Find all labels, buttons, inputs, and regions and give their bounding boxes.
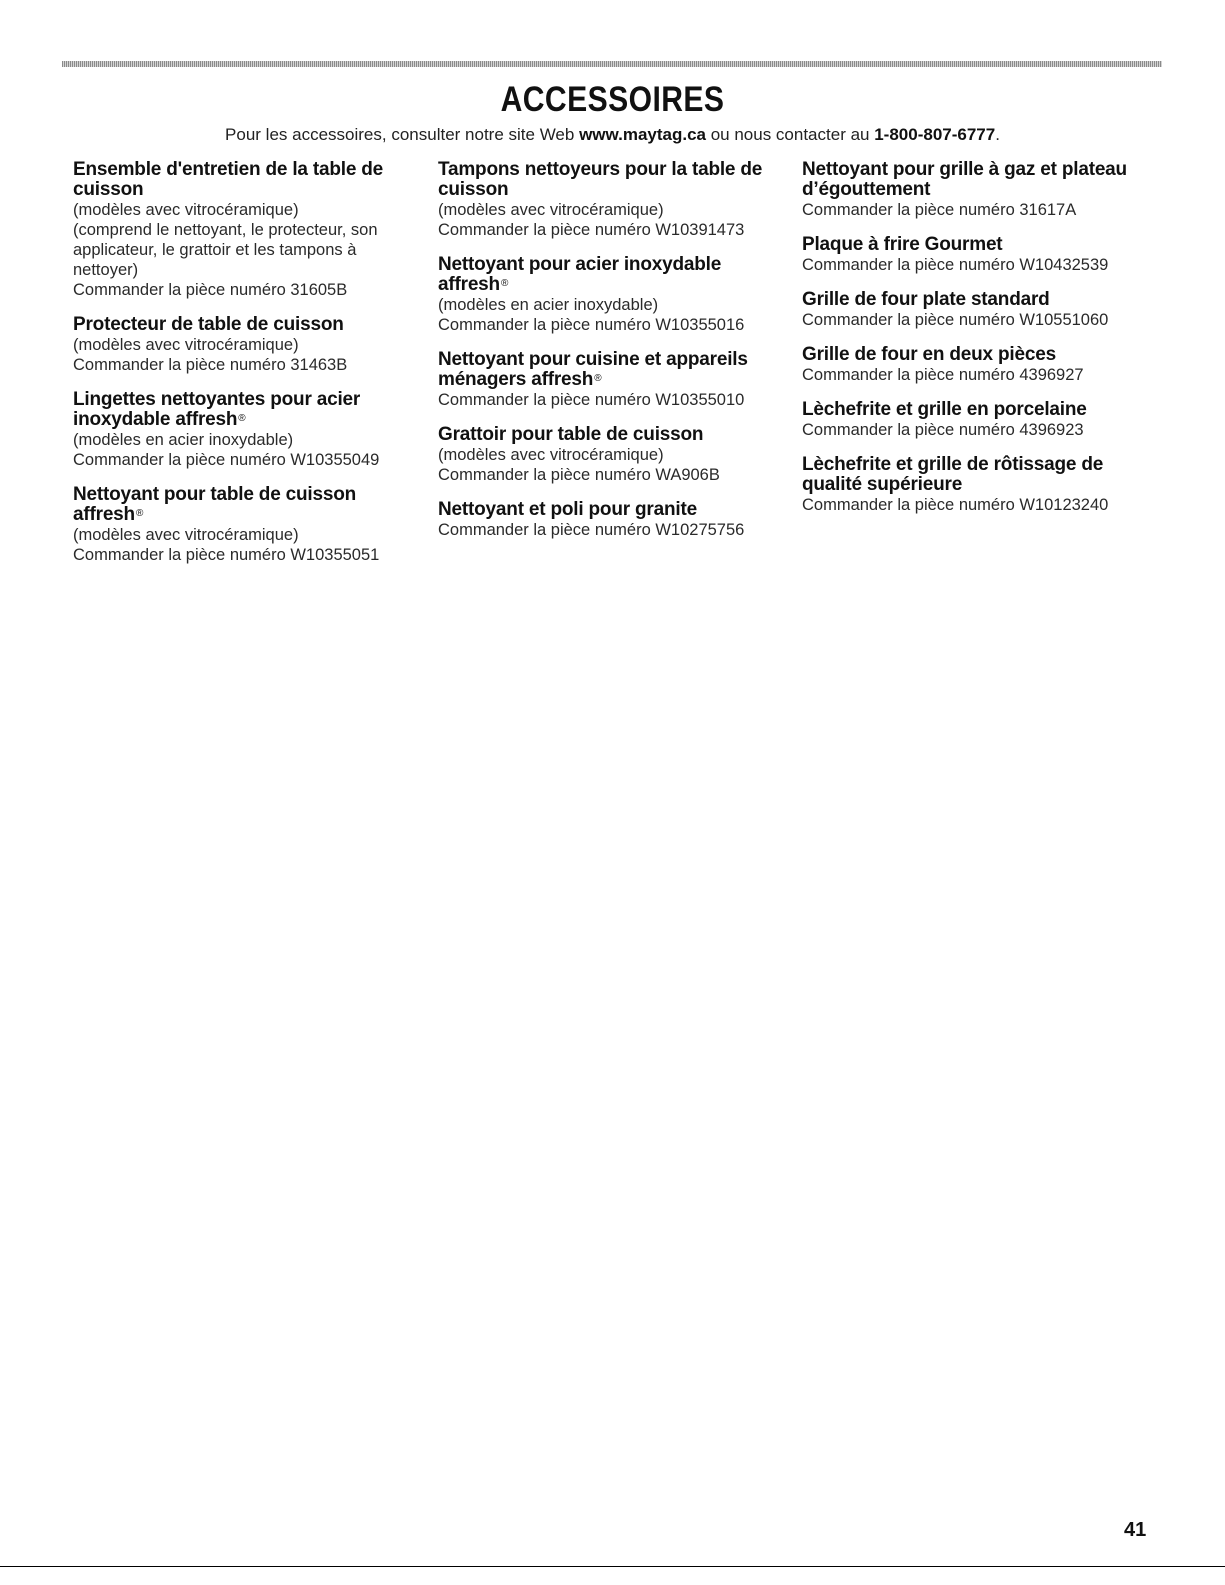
accessory-item [438,425,783,485]
accessory-item [802,455,1147,515]
accessory-detail-line: Commander la pièce numéro WA906B [438,466,720,484]
registered-mark: ® [135,508,144,519]
accessory-item [802,400,1147,440]
accessory-item [438,255,783,335]
accessory-detail-line: Commander la pièce numéro W10355049 [73,451,380,469]
accessory-detail-line: Commander la pièce numéro W10551060 [802,311,1109,329]
accessory-detail-line: (modèles avec vitrocéramique) [438,201,664,219]
accessory-item [802,290,1147,330]
accessory-detail-line: Commander la pièce numéro W10355016 [438,316,745,334]
accessory-title-text: Ensemble d'entretien de la table de cuisson [73,159,384,200]
accessory-title [802,400,1147,420]
accessory-column-2 [438,160,783,555]
intro-prefix: Pour les accessoires, consulter notre site Web [225,125,580,144]
accessory-item [73,390,418,470]
accessory-title-text: Nettoyant pour acier inoxydable affresh [438,254,722,295]
accessory-title [802,290,1147,310]
accessory-title [438,500,783,520]
accessory-detail-line: (modèles en acier inoxydable) [438,296,659,314]
bottom-divider [0,1566,1225,1567]
accessory-title-text: Nettoyant pour table de cuisson affresh [73,484,357,525]
accessory-title-text: Grille de four plate standard [802,289,1050,310]
accessory-title-text: Protecteur de table de cuisson [73,314,344,335]
accessory-item [438,160,783,240]
accessory-detail-line: Commander la pièce numéro 4396927 [802,366,1084,384]
accessory-item [438,350,783,410]
accessory-title [438,160,783,200]
accessory-title [802,160,1147,200]
accessory-item [802,160,1147,220]
accessory-detail-line: (modèles avec vitrocéramique) [73,336,299,354]
phone-number: 1-800-807-6777 [874,125,996,144]
accessory-detail-line: Commander la pièce numéro W10123240 [802,496,1109,514]
accessory-detail-line: Commander la pièce numéro W10355051 [73,546,380,564]
accessory-title [73,390,418,430]
accessory-detail-line: Commander la pièce numéro W10432539 [802,256,1109,274]
accessory-title [438,350,783,390]
accessory-detail-line: Commander la pièce numéro W10275756 [438,521,745,539]
accessory-title-text: Nettoyant pour grille à gaz et plateau d’égouttement [802,159,1127,200]
accessory-column-1 [73,160,418,580]
accessory-title-text: Tampons nettoyeurs pour la table de cuisson [438,159,763,200]
registered-mark: ® [238,413,246,424]
accessory-detail-line: Commander la pièce numéro 4396923 [802,421,1084,439]
accessory-item [73,485,418,565]
registered-mark: ® [500,278,509,289]
accessory-title [438,425,783,445]
accessory-title-text: Grattoir pour table de cuisson [438,424,704,445]
accessory-title [802,345,1147,365]
accessory-detail-line: Commander la pièce numéro 31605B [73,281,348,299]
page-title: ACCESSOIRES [500,80,725,119]
accessory-item [73,160,418,300]
accessory-detail-line: (modèles avec vitrocéramique) [438,446,664,464]
page-number: 41 [1124,1519,1147,1541]
accessory-title-text: Plaque à frire Gourmet [802,234,1003,255]
accessory-detail-line: Commander la pièce numéro W10391473 [438,221,745,239]
accessory-title-text: Lèchefrite et grille de rôtissage de qualité supérieure [802,454,1104,495]
accessory-item [802,235,1147,275]
accessory-detail-line: (modèles avec vitrocéramique) [73,526,299,544]
accessory-item [73,315,418,375]
accessory-title-text: Lingettes nettoyantes pour acier inoxydable affresh [73,389,361,430]
accessory-column-3 [802,160,1147,530]
accessory-title-text: Nettoyant et poli pour granite [438,499,697,520]
accessory-title [73,485,418,525]
intro-text [0,125,1225,145]
accessory-detail-line: (modèles en acier inoxydable) [73,431,294,449]
accessory-detail-line: (modèles avec vitrocéramique) [73,201,299,219]
accessory-detail-line: Commander la pièce numéro W10355010 [438,391,745,409]
accessory-title [73,160,418,200]
accessory-detail-line: (comprend le nettoyant, le protecteur, son applicateur, le grattoir et les tampons à nettoyer) [73,221,378,279]
accessory-title-text: Grille de four en deux pièces [802,344,1056,365]
accessory-title [73,315,418,335]
website-link[interactable]: www.maytag.ca [579,125,706,144]
accessory-detail-line: Commander la pièce numéro 31463B [73,356,348,374]
accessory-title [802,235,1147,255]
accessory-title-text: Nettoyant pour cuisine et appareils ménagers affresh [438,349,748,390]
accessory-item [438,500,783,540]
accessory-title [802,455,1147,495]
registered-mark: ® [594,373,602,384]
accessory-item [802,345,1147,385]
intro-suffix: . [995,125,1000,144]
accessory-title-text: Lèchefrite et grille en porcelaine [802,399,1087,420]
top-divider [62,61,1162,67]
intro-middle: ou nous contacter au [705,125,875,144]
accessory-title [438,255,783,295]
accessory-detail-line: Commander la pièce numéro 31617A [802,201,1077,219]
